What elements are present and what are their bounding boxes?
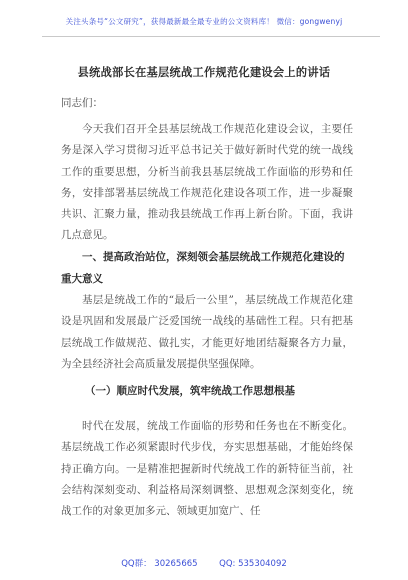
promo-header: 关注头条号“公文研究”，获得最新最全最专业的公文资料库！ 微信：gongwenyj: [65, 17, 343, 26]
section-heading-1: 一、提高政治站位，深刻领会基层统战工作规范化建设的重大意义: [61, 251, 345, 285]
salutation: 同志们：: [61, 97, 103, 109]
sub-heading-1: （一）顺应时代发展，筑牢统战工作思想根基: [85, 385, 295, 397]
document-title: 县统战部长在基层统战工作规范化建设会上的讲话: [77, 65, 331, 79]
sub-section-paragraph: 时代在发展，统战工作面临的形势和任务也在不断变化。基层统战工作必须紧跟时代步伐，夯实思想基础，才能始终保持正确方向。一是精准把握新时代统战工作的新特征当前，社会结构深刻变动、利益格局深刻调整、思想观念深刻变化，统战工作的对象更加多元、领域更加宽广、任: [61, 420, 353, 518]
header-divider: [42, 36, 380, 37]
section-1-paragraph: 基层是统战工作的“最后一公里”，基层统战工作规范化建设是巩固和发展最广泛爱国统一战线的基础性工程。只有把基层统战工作做规范、做扎实，才能更好地团结凝聚各方力量，为全县经济社会高质量发展提供坚强保障。: [61, 294, 353, 370]
intro-paragraph: 今天我们召开全县基层统战工作规范化建设会议，主要任务是深入学习贯彻习近平总书记关于做好新时代党的统一战线工作的重要思想，分析当前我县基层统战工作面临的形势和任务，安排部署基层统战工作规范化建设各项工作，进一步凝聚共识、汇聚力量，推动我县统战工作再上新台阶。下面，我讲几点意见。: [61, 123, 353, 242]
contact-footer: QQ群： 30265665 QQ: 535304092: [121, 559, 287, 569]
